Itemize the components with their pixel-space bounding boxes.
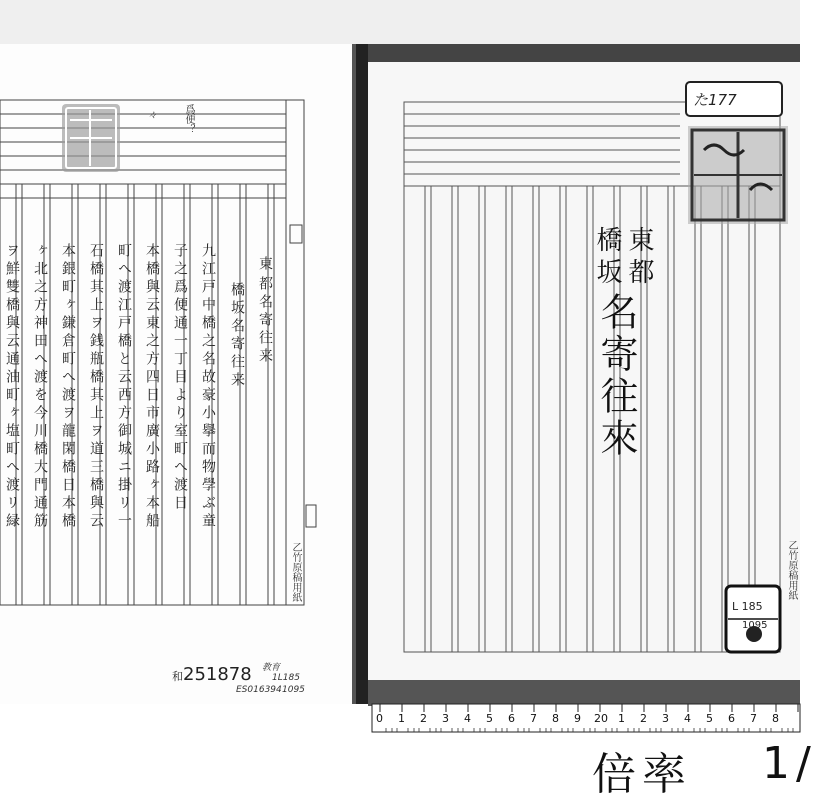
ruler-number: 5	[486, 712, 493, 725]
registration-prefix: 和	[172, 670, 183, 683]
ruler-number: 3	[662, 712, 669, 725]
note-line-3: ES016394	[236, 685, 282, 695]
left-heading-title: 都名寄往来	[257, 276, 273, 366]
left-column-8: ヲ鮮雙橋與云通油町ヶ塩町へ渡リ緑	[4, 243, 20, 531]
left-margin-mark: 々	[148, 111, 158, 121]
note-line-2: 1095	[282, 685, 305, 695]
note-stamp: 教育	[262, 663, 281, 673]
ruler-number: 8	[552, 712, 559, 725]
left-paper-maker: 乙竹原稿用紙	[290, 542, 301, 602]
left-heading-top: 東	[257, 256, 273, 274]
ruler-number: 9	[574, 712, 581, 725]
left-column-5: 石橋其上ヲ銭瓶橋其上ヲ道三橋與云	[88, 243, 104, 531]
right-seal-stamp	[688, 126, 788, 224]
scale-value: 1/	[762, 738, 817, 789]
right-paper-maker: 乙竹原稿用紙	[786, 540, 797, 600]
left-heading-sub: 橋坂名寄往来	[229, 282, 245, 390]
library-label-line-1: L 185	[732, 600, 763, 613]
scale-label: 倍率	[592, 749, 692, 800]
ruler-number: 2	[420, 712, 427, 725]
ruler-number: 4	[684, 712, 691, 725]
title-main: 名寄往來	[594, 292, 638, 460]
ruler-number: 1	[398, 712, 405, 725]
call-number: た177	[693, 91, 737, 109]
ruler-number: 5	[706, 712, 713, 725]
note-line-1: 1L185	[272, 673, 300, 683]
ruler-number: 6	[728, 712, 735, 725]
left-column-1: 九江戸中橋之名故豪小擧而物學ぶ童	[200, 243, 216, 531]
ruler-number: 6	[508, 712, 515, 725]
ruler-number: 8	[772, 712, 779, 725]
ruler-number: 20	[594, 712, 608, 725]
ruler-number: 7	[750, 712, 757, 725]
ruler-number: 4	[464, 712, 471, 725]
ruler-number: 7	[530, 712, 537, 725]
left-column-6: 本銀町ヶ鎌倉町へ渡ヲ龍閑橋日本橋	[60, 243, 76, 531]
registration-value: 251878	[183, 664, 252, 685]
ruler-number: 0	[376, 712, 383, 725]
left-margin-note: 爲便？	[183, 104, 194, 134]
left-column-2: 子之爲便通一丁目より室町へ渡日	[172, 243, 188, 513]
title-small-hashisaka: 橋坂	[592, 226, 622, 290]
registration-number	[172, 664, 252, 685]
left-column-3: 本橋與云東之方四日市廣小路ヶ本船	[144, 243, 160, 531]
library-label-line-2: 1095	[742, 620, 768, 631]
left-seal-stamp	[62, 104, 120, 172]
ruler-number: 1	[618, 712, 625, 725]
left-column-4: 町へ渡江戸橋と云西方御城ニ掛リ一	[116, 243, 132, 531]
left-column-7: ヶ北之方神田へ渡を今川橋大門通筋	[32, 243, 48, 531]
title-small-tokyo: 東都	[624, 226, 654, 290]
ruler-number: 3	[442, 712, 449, 725]
ruler-number: 2	[640, 712, 647, 725]
ruler	[372, 704, 800, 732]
